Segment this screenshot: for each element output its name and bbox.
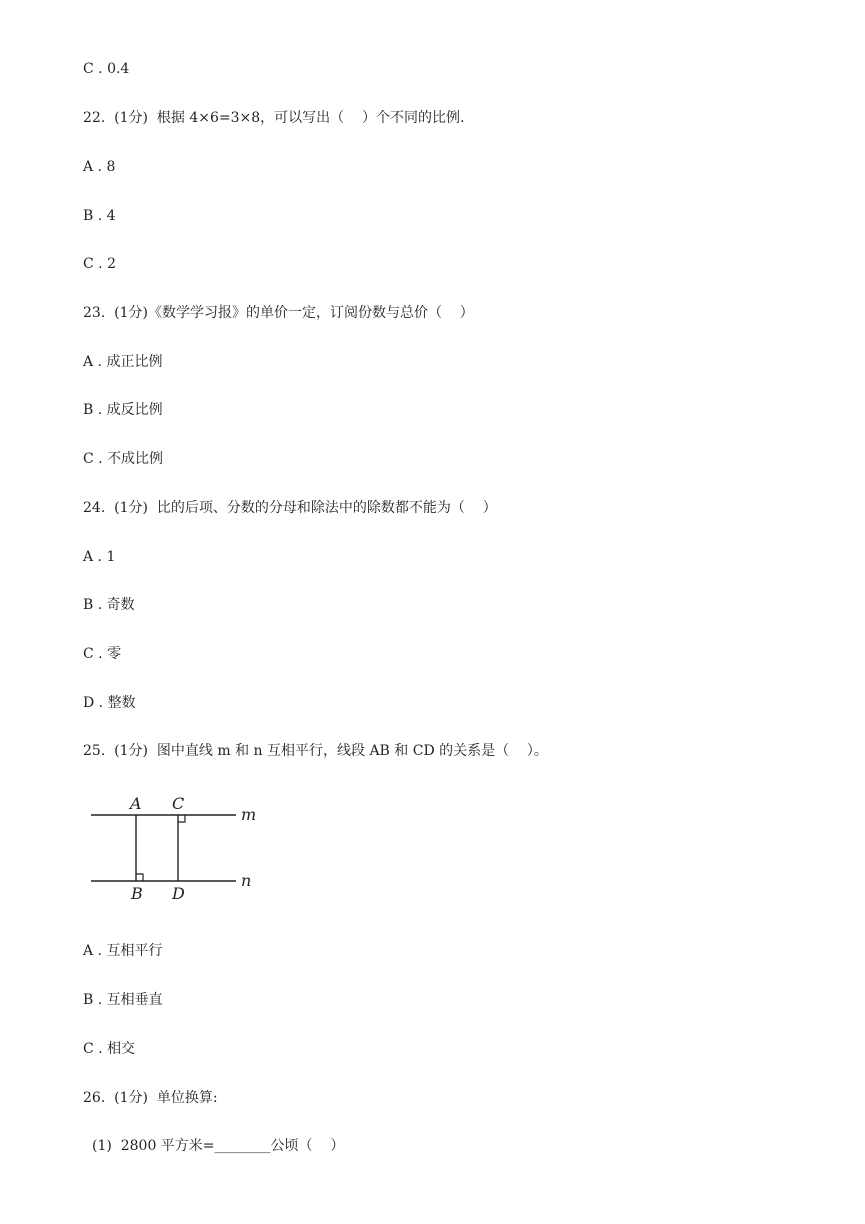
- q24-stem: 24. (1分) 比的后项、分数的分母和除法中的除数都不能为（ ）: [83, 500, 497, 516]
- q22-option-c: C . 2: [83, 256, 116, 272]
- q23-option-a: A . 成正比例: [83, 354, 163, 370]
- parallel-lines-figure: [88, 793, 263, 905]
- q23-stem: 23. (1分)《数学学习报》的单价一定，订阅份数与总价（ ）: [83, 305, 474, 321]
- right-angle-b: [136, 874, 143, 881]
- q23-option-c: C . 不成比例: [83, 451, 164, 467]
- right-angle-c: [178, 815, 185, 822]
- q24-option-b: B . 奇数: [83, 597, 135, 613]
- label-a: A: [130, 794, 142, 813]
- q26-part-1: (1) 2800 平方米=________公顷（ ）: [92, 1138, 345, 1154]
- label-c: C: [172, 794, 185, 813]
- label-d: D: [172, 884, 185, 903]
- q22-option-b: B . 4: [83, 208, 116, 224]
- q21-option-c: C . 0.4: [83, 61, 130, 77]
- label-n: n: [241, 871, 252, 890]
- q24-option-d: D . 整数: [83, 695, 136, 711]
- q24-option-a: A . 1: [83, 549, 116, 565]
- q25-option-b: B . 互相垂直: [83, 992, 163, 1008]
- label-m: m: [241, 805, 257, 824]
- q25-stem: 25. (1分) 图中直线 m 和 n 互相平行，线段 AB 和 CD 的关系是（ ）。: [83, 743, 548, 759]
- q26-stem: 26. (1分) 单位换算:: [83, 1090, 218, 1106]
- q22-option-a: A . 8: [83, 159, 116, 175]
- q23-option-b: B . 成反比例: [83, 402, 163, 418]
- q25-option-a: A . 互相平行: [83, 943, 163, 959]
- q25-option-c: C . 相交: [83, 1041, 136, 1057]
- q22-stem: 22. (1分) 根据 4×6=3×8，可以写出（ ）个不同的比例.: [83, 110, 465, 126]
- label-b: B: [131, 884, 143, 903]
- q24-option-c: C . 零: [83, 646, 122, 662]
